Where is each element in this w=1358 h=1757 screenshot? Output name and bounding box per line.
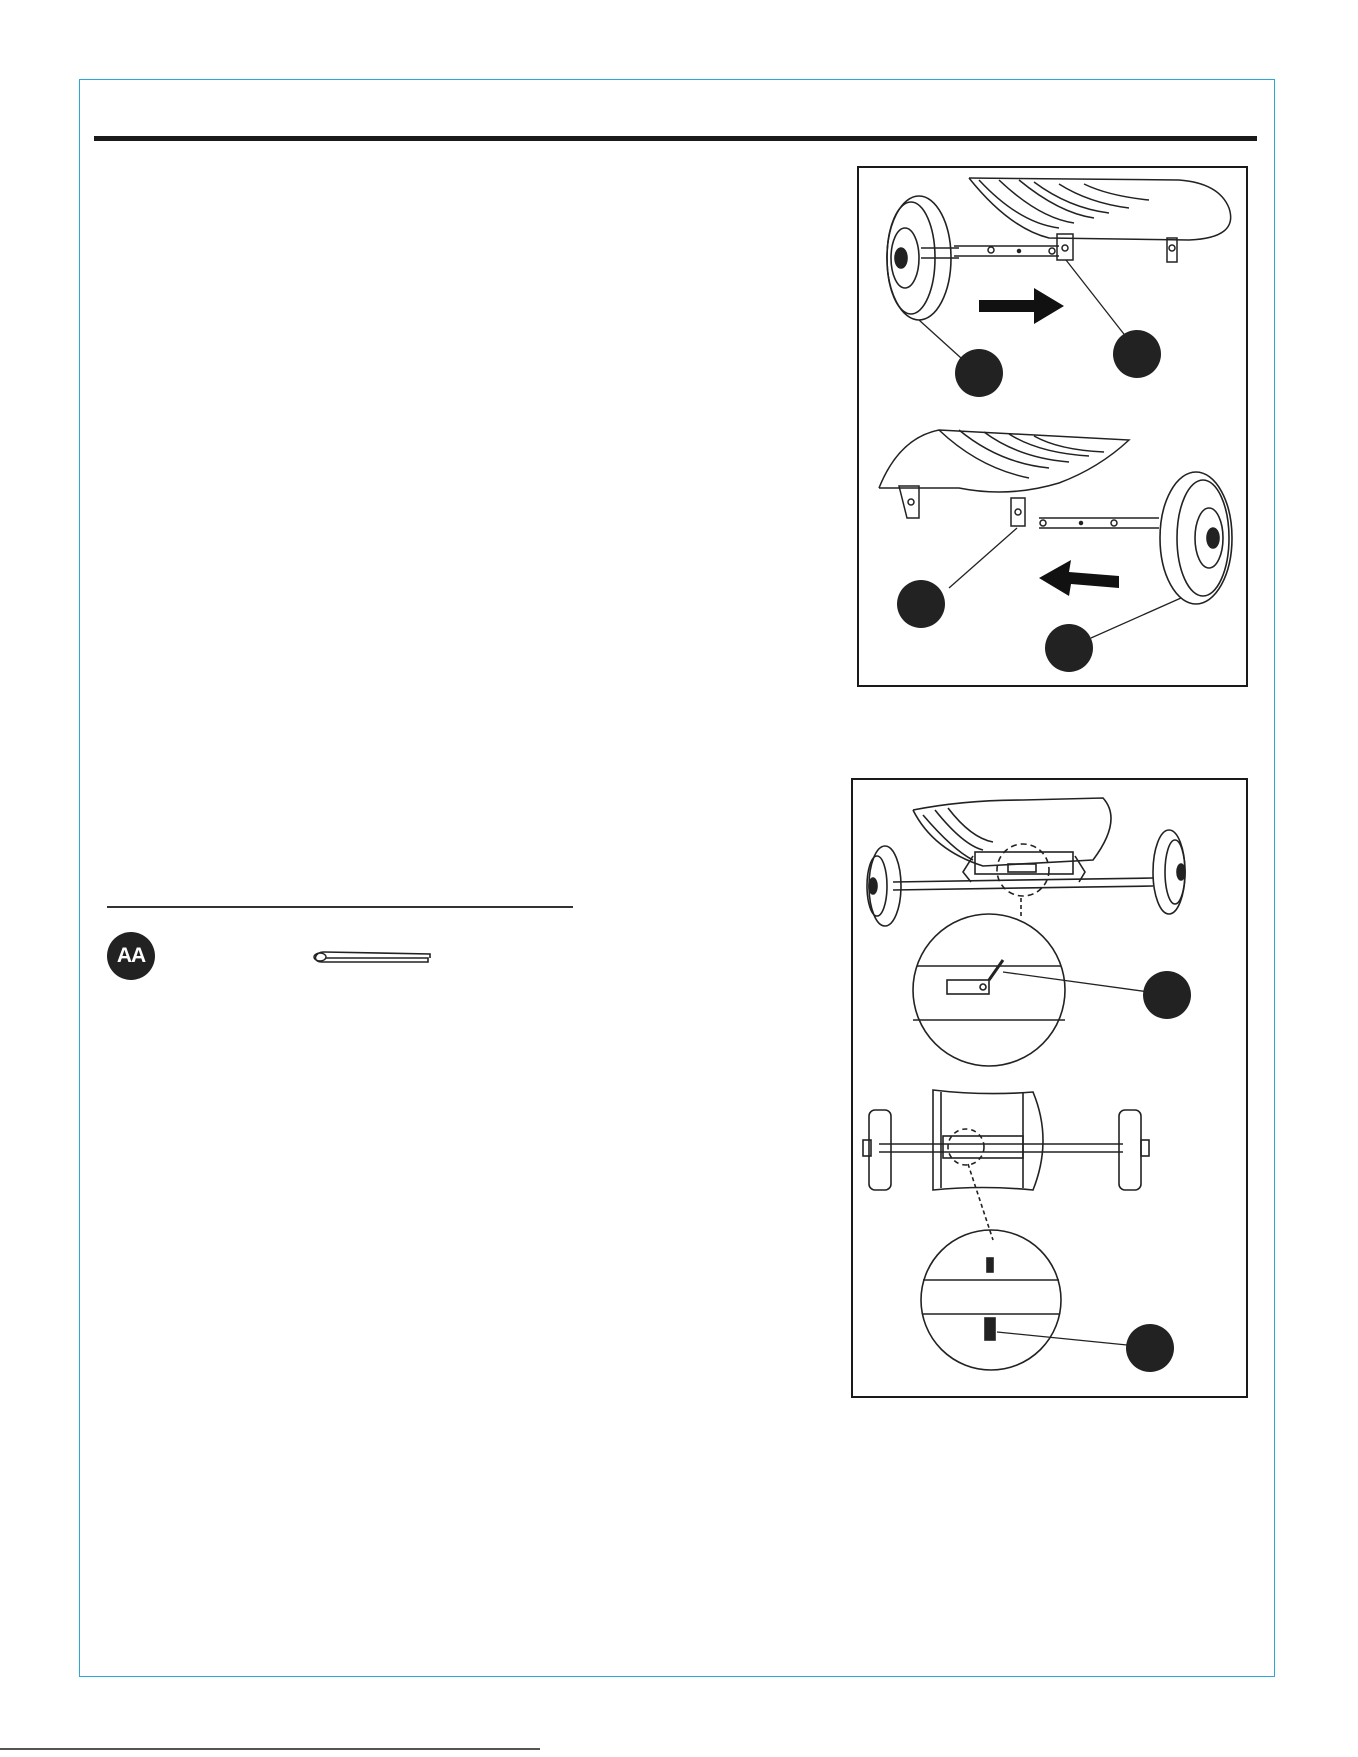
callout-wheel-bottom	[1045, 624, 1093, 672]
callout-bracket-top	[1113, 330, 1161, 378]
wheel-installation-figure	[857, 166, 1248, 687]
header-rule	[94, 136, 1257, 141]
hardware-list-rule	[107, 906, 573, 908]
fan-housing-bottom	[879, 430, 1159, 528]
fan-housing-top	[954, 178, 1231, 262]
scan-edge-artifact	[0, 1748, 540, 1750]
cotter-pin-installation-figure	[851, 778, 1248, 1398]
arrow-right-icon	[979, 288, 1064, 324]
callout-cotter-pin-bottom	[1126, 1324, 1174, 1372]
cotter-pin-icon	[310, 946, 434, 975]
arrow-left-icon	[1039, 560, 1119, 596]
hardware-badge: AA	[107, 932, 155, 980]
callout-cotter-pin-top	[1143, 971, 1191, 1019]
callout-wheel-top	[955, 349, 1003, 397]
detail-circle-top	[913, 914, 1065, 1066]
axle-assembly-top-view	[863, 1090, 1149, 1240]
detail-circle-bottom	[921, 1230, 1061, 1370]
wheel-top	[887, 196, 959, 320]
axle-assembly-angled	[867, 798, 1185, 926]
wheel-bottom	[1160, 472, 1232, 604]
callout-bracket-bottom	[897, 580, 945, 628]
